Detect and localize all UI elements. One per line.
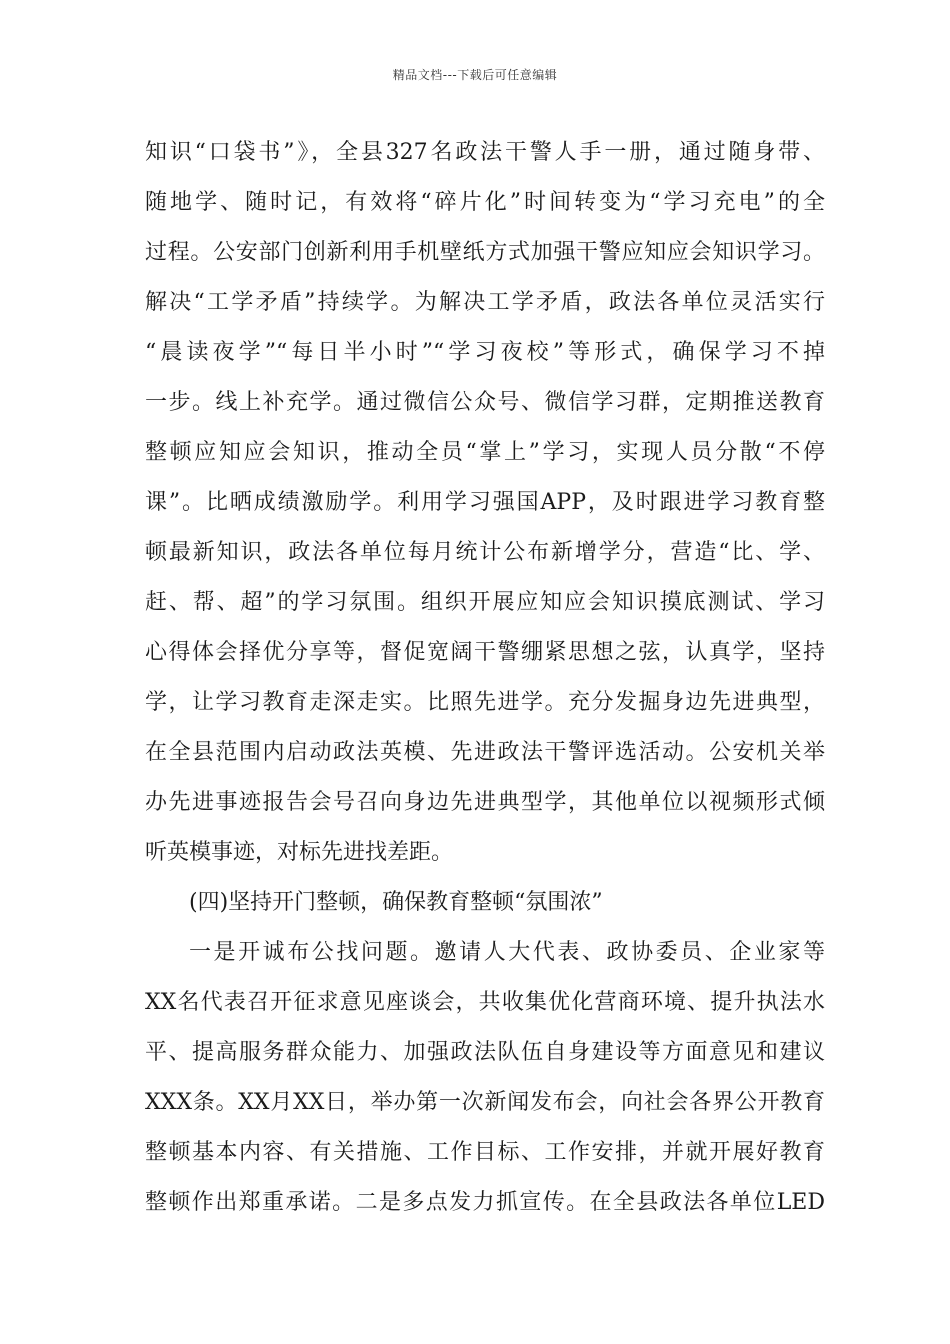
text-line: 在全县范围内启动政法英模、先进政法干警评选活动。公安机关举 [145, 740, 825, 765]
text-line: 整顿作出郑重承诺。二是多点发力抓宣传。在全县政法各单位LED [145, 1190, 825, 1215]
text-line: 整顿应知应会知识，推动全员“掌上”学习，实现人员分散“不停 [145, 440, 825, 465]
page-header: 精品文档---下载后可任意编辑 [392, 68, 558, 82]
text-line: 赶、帮、超”的学习氛围。组织开展应知应会知识摸底测试、学习 [145, 590, 825, 615]
text-line: 顿最新知识，政法各单位每月统计公布新增学分，营造“比、学、 [145, 540, 825, 565]
text-line: 解决“工学矛盾”持续学。为解决工学矛盾，政法各单位灵活实行 [145, 290, 825, 315]
text-line: 平、提高服务群众能力、加强政法队伍自身建设等方面意见和建议 [145, 1040, 825, 1065]
text-line: 课”。比晒成绩激励学。利用学习强国APP，及时跟进学习教育整 [145, 490, 825, 515]
text-line: 知识“口袋书”》，全县327名政法干警人手一册，通过随身带、 [145, 140, 825, 165]
text-line: 过程。公安部门创新利用手机壁纸方式加强干警应知应会知识学习。 [145, 240, 825, 265]
text-line: 学，让学习教育走深走实。比照先进学。充分发掘身边先进典型， [145, 690, 825, 715]
text-line: XXX条。XX月XX日，举办第一次新闻发布会，向社会各界公开教育 [145, 1090, 825, 1115]
text-line: 听英模事迹，对标先进找差距。 [145, 840, 454, 865]
text-line: 办先进事迹报告会号召向身边先进典型学，其他单位以视频形式倾 [145, 790, 825, 815]
section-heading: (四)坚持开门整顿，确保教育整顿“氛围浓” [189, 890, 603, 915]
text-line: 心得体会择优分享等，督促宽阔干警绷紧思想之弦，认真学，坚持 [145, 640, 825, 665]
text-line: XX名代表召开征求意见座谈会，共收集优化营商环境、提升执法水 [145, 990, 825, 1015]
text-line: “晨读夜学”“每日半小时”“学习夜校”等形式，确保学习不掉 [145, 340, 825, 365]
text-line: 整顿基本内容、有关措施、工作目标、工作安排，并就开展好教育 [145, 1140, 825, 1165]
text-line: 随地学、随时记，有效将“碎片化”时间转变为“学习充电”的全 [145, 190, 825, 215]
body-text [145, 128, 825, 1228]
text-line: 一步。线上补充学。通过微信公众号、微信学习群，定期推送教育 [145, 390, 825, 415]
text-line: 一是开诚布公找问题。邀请人大代表、政协委员、企业家等 [189, 940, 825, 965]
